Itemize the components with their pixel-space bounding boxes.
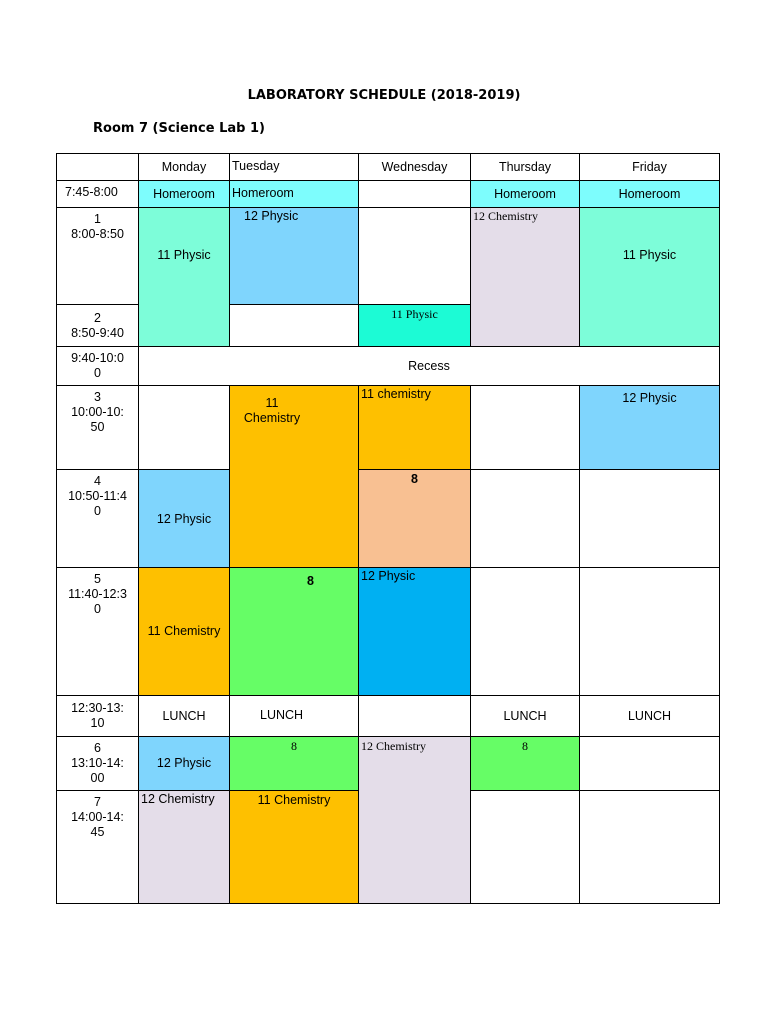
room-title: Room 7 (Science Lab 1) — [93, 121, 265, 136]
time-period-5-text: 5 11:40-12:3 0 — [68, 572, 127, 616]
friday-p4-empty — [579, 469, 720, 568]
time-period-1-text: 1 8:00-8:50 — [71, 212, 124, 241]
class-tuesday-p3-5-label: 11 Chemistry — [243, 396, 301, 425]
friday-p6-empty — [579, 736, 720, 791]
lunch-wednesday-empty — [358, 695, 471, 737]
class-friday-p1-2: 11 Physic — [579, 207, 720, 347]
document-title: LABORATORY SCHEDULE (2018-2019) — [247, 88, 521, 103]
class-monday-p6: 12 Physic — [138, 736, 230, 791]
homeroom-monday: Homeroom — [138, 180, 230, 208]
time-period-6 — [56, 736, 139, 791]
lunch-monday: LUNCH — [138, 695, 230, 737]
thursday-p3-empty — [470, 385, 580, 470]
class-thursday-p1-2: 12 Chemistry — [470, 207, 580, 347]
class-tuesday-p1: 12 Physic — [229, 207, 359, 305]
time-period-3-text: 3 10:00-10: 50 — [71, 390, 124, 434]
class-tuesday-p7: 11 Chemistry — [229, 790, 359, 904]
time-period-2 — [56, 304, 139, 347]
time-recess — [56, 346, 139, 386]
time-period-2-text: 2 8:50-9:40 — [71, 310, 124, 340]
class-wednesday-p2: 11 Physic — [358, 304, 471, 347]
time-homeroom: 7:45-8:00 — [56, 180, 139, 208]
class-monday-p5: 11 Chemistry — [138, 567, 230, 696]
homeroom-tuesday: Homeroom — [229, 180, 359, 208]
time-period-7 — [56, 790, 139, 904]
lunch-thursday: LUNCH — [470, 695, 580, 737]
day-header-friday: Friday — [579, 153, 720, 181]
tuesday-p2-empty — [229, 304, 359, 347]
time-period-3 — [56, 385, 139, 470]
time-period-5 — [56, 567, 139, 696]
time-recess-text: 9:40-10:0 0 — [71, 351, 124, 380]
time-period-6-text: 6 13:10-14: 00 — [71, 741, 124, 785]
class-thursday-p6: 8 — [470, 736, 580, 791]
lunch-tuesday: LUNCH — [229, 695, 359, 737]
homeroom-wednesday-empty — [358, 180, 471, 208]
day-header-wednesday: Wednesday — [358, 153, 471, 181]
class-wednesday-p4: 8 — [358, 469, 471, 568]
day-header-tuesday: Tuesday — [229, 153, 359, 181]
class-tuesday-p5: 8 — [229, 567, 359, 696]
wednesday-p1-empty — [358, 207, 471, 305]
time-lunch-text: 12:30-13: 10 — [71, 701, 124, 730]
homeroom-thursday: Homeroom — [470, 180, 580, 208]
monday-p3-empty — [138, 385, 230, 470]
day-header-monday: Monday — [138, 153, 230, 181]
class-wednesday-p6-7: 12 Chemistry — [358, 736, 471, 904]
homeroom-friday: Homeroom — [579, 180, 720, 208]
time-period-7-text: 7 14:00-14: 45 — [71, 795, 124, 839]
class-wednesday-p5: 12 Physic — [358, 567, 471, 696]
recess-row: Recess — [138, 346, 720, 386]
lunch-friday: LUNCH — [579, 695, 720, 737]
class-tuesday-p6: 8 — [229, 736, 359, 791]
time-period-4 — [56, 469, 139, 568]
time-period-4-text: 4 10:50-11:4 0 — [68, 474, 127, 518]
class-monday-p4: 12 Physic — [138, 469, 230, 568]
class-wednesday-p3: 11 chemistry — [358, 385, 471, 470]
time-lunch — [56, 695, 139, 737]
time-period-1 — [56, 207, 139, 305]
friday-p5-empty — [579, 567, 720, 696]
class-monday-p1-2: 11 Physic — [138, 207, 230, 347]
class-friday-p3: 12 Physic — [579, 385, 720, 470]
thursday-p5-empty — [470, 567, 580, 696]
friday-p7-empty — [579, 790, 720, 904]
thursday-p4-empty — [470, 469, 580, 568]
day-header-thursday: Thursday — [470, 153, 580, 181]
thursday-p7-empty — [470, 790, 580, 904]
class-monday-p7: 12 Chemistry — [138, 790, 230, 904]
corner-cell — [56, 153, 139, 181]
